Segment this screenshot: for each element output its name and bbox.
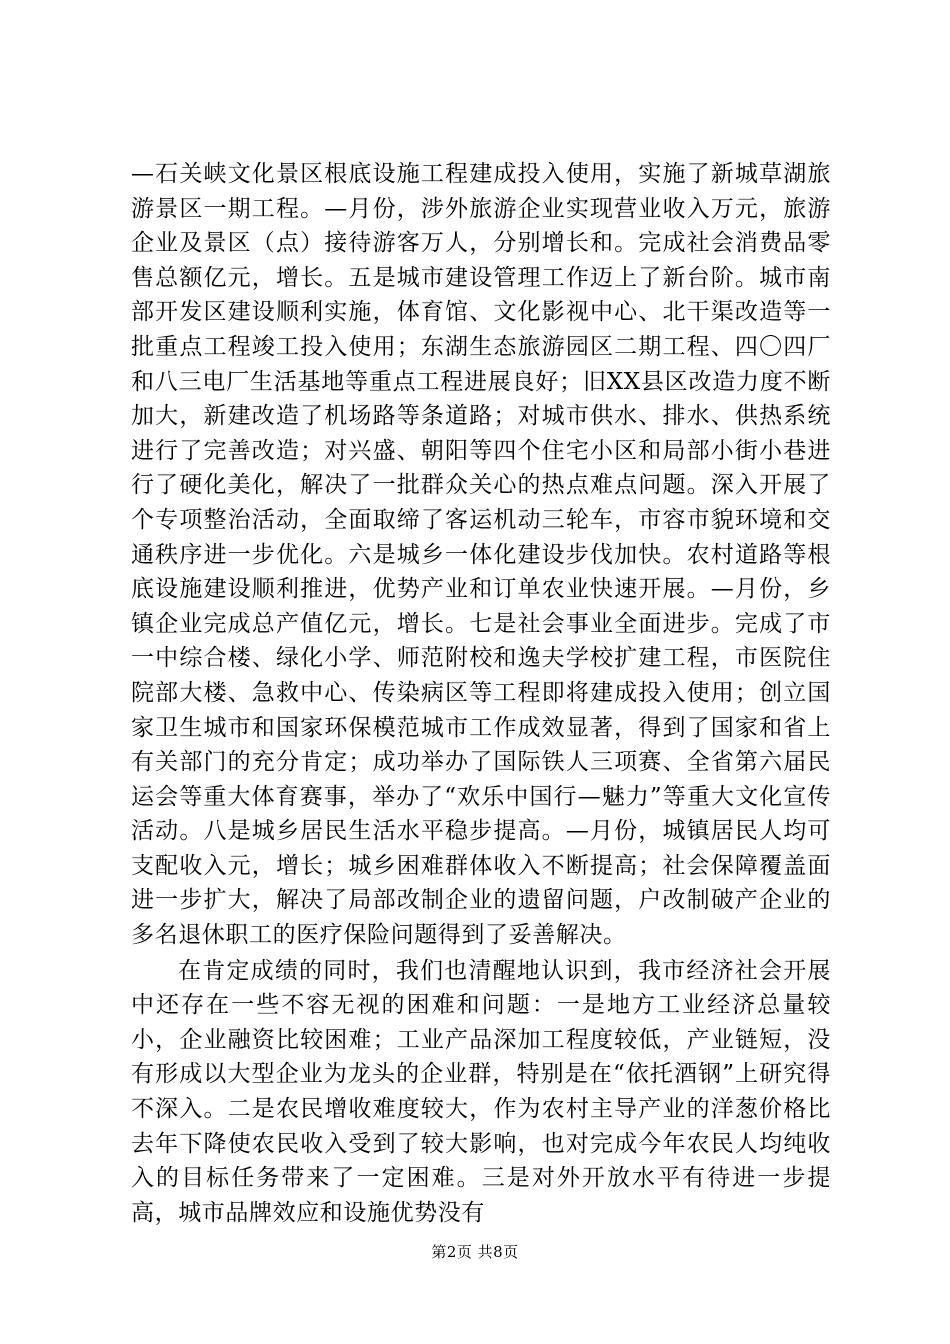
body-text (131, 157, 831, 1230)
paragraph-problems: 在肯定成绩的同时，我们也清醒地认识到，我市经济社会开展中还存在一些不容无视的困难和问题：一是地方工业经济总量较小，企业融资比较困难；工业产品深加工程度较低，产业链短，没有形成以大型企业为龙头的企业群，特别是在“依托酒钢”上研究得不深入。二是农民增收难度较大，作为农村主导产业的洋葱价格比去年下降使农民收入受到了较大影响，也对完成今年农民人均纯收入的目标任务带来了一定困难。三是对外开放水平有待进一步提高，城市品牌效应和设施优势没有 (131, 957, 831, 1226)
paragraph-continued: —石关峡文化景区根底设施工程建成投入使用，实施了新城草湖旅游景区一期工程。—月份，涉外旅游企业实现营业收入万元，旅游企业及景区（点）接待游客万人，分别增长和。完成社会消费品零售总额亿元，增长。五是城市建设管理工作迈上了新台阶。城市南部开发区建设顺利实施，体育馆、文化影视中心、北干渠改造等一批重点工程竣工投入使用；东湖生态旅游园区二期工程、四〇四厂和八三电厂生活基地等重点工程进展良好；旧XX县区改造力度不断加大，新建改造了机场路等条道路；对城市供水、排水、供热系统进行了完善改造；对兴盛、朝阳等四个住宅小区和局部小街小巷进行了硬化美化，解决了一批群众关心的热点难点问题。深入开展了个专项整治活动，全面取缔了客运机动三轮车，市容市貌环境和交通秩序进一步优化。六是城乡一体化建设步伐加快。农村道路等根底设施建设顺利推进，优势产业和订单农业快速开展。—月份，乡镇企业完成总产值亿元，增长。七是社会事业全面进步。完成了市一中综合楼、绿化小学、师范附校和逸夫学校扩建工程，市医院住院部大楼、急救中心、传染病区等工程即将建成投入使用；创立国家卫生城市和国家环保模范城市工作成效显著，得到了国家和省上有关部门的充分肯定；成功举办了国际铁人三项赛、全省第六届民运会等重大体育赛事，举办了“欢乐中国行—魅力”等重大文化宣传活动。八是城乡居民生活水平稳步提高。—月份，城镇居民人均可支配收入元，增长；城乡困难群体收入不断提高；社会保障覆盖面进一步扩大，解决了局部改制企业的遗留问题，户改制破产企业的多名退休职工的医疗保险问题得到了妥善解决。 (131, 161, 831, 949)
page-footer: 第2页 共8页 (431, 1243, 519, 1261)
